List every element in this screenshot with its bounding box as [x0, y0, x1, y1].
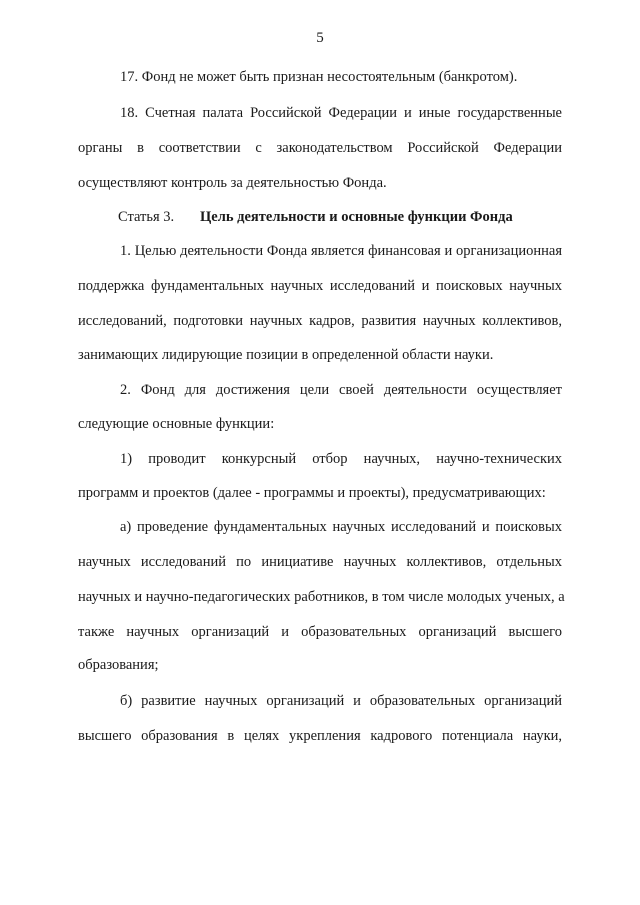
paragraph-18-line-1: 18. Счетная палата Российской Федерации и иные государственные [120, 105, 562, 121]
function-1-line-1: 1) проводит конкурсный отбор научных, научно-технических [120, 451, 562, 467]
item-a-line-2: научных исследований по инициативе научных коллективов, отдельных [78, 554, 562, 570]
page-number: 5 [316, 30, 324, 46]
paragraph-3-2-line-2: следующие основные функции: [78, 416, 275, 432]
article-title: Цель деятельности и основные функции Фонда [200, 209, 513, 225]
item-a-line-5: образования; [78, 657, 159, 673]
paragraph-3-1-line-4: занимающих лидирующие позиции в определенной области науки. [78, 347, 494, 363]
paragraph-18-line-2: органы в соответствии с законодательством Российской Федерации [78, 140, 562, 156]
paragraph-17: 17. Фонд не может быть признан несостоятельным (банкротом). [120, 69, 518, 85]
function-1-line-2: программ и проектов (далее - программы и проекты), предусматривающих: [78, 485, 546, 501]
item-a-line-1: а) проведение фундаментальных научных исследований и поисковых [120, 519, 562, 535]
paragraph-3-2-line-1: 2. Фонд для достижения цели своей деятельности осуществляет [120, 382, 562, 398]
item-b-line-1: б) развитие научных организаций и образовательных организаций [120, 693, 562, 709]
paragraph-3-1-line-1: 1. Целью деятельности Фонда является финансовая и организационная [120, 243, 562, 259]
paragraph-3-1-line-2: поддержка фундаментальных научных исследований и поисковых научных [78, 278, 562, 294]
paragraph-18-line-3: осуществляют контроль за деятельностью Фонда. [78, 175, 387, 191]
paragraph-3-1-line-3: исследований, подготовки научных кадров, развития научных коллективов, [78, 313, 562, 329]
article-heading [118, 208, 513, 226]
item-a-line-3: научных и научно-педагогических работников, в том числе молодых ученых, а [78, 589, 565, 605]
item-a-line-4: также научных организаций и образовательных организаций высшего [78, 624, 562, 640]
article-label: Статья 3. [118, 209, 175, 225]
item-b-line-2: высшего образования в целях укрепления кадрового потенциала науки, [78, 728, 562, 744]
